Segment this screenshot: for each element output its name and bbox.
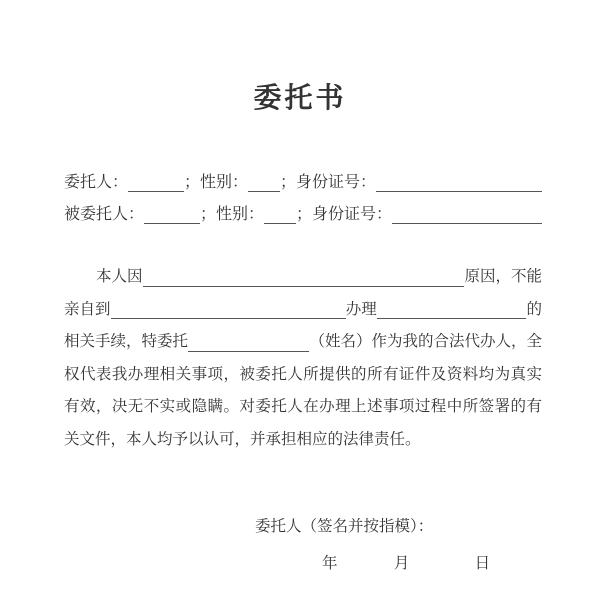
paragraph-indent [64, 261, 96, 294]
blank-field [144, 199, 200, 224]
text-segment: 原因，不能 [464, 268, 542, 285]
text-segment: ；性别： [200, 206, 265, 223]
blank-field [376, 167, 542, 192]
blank-field [264, 199, 296, 224]
document-line [64, 167, 542, 199]
text-segment: 的 [526, 300, 542, 318]
document-line [64, 261, 542, 294]
text-segment: （姓名）作为我的合法代办人，全 [309, 333, 542, 351]
document-line: 关文件，本人均予以认可，并承担相应的法律责任。 [64, 430, 421, 448]
text-segment: 委托人： [64, 174, 129, 191]
date-day-label: 日 [474, 555, 491, 572]
text-segment: 本人因 [96, 268, 143, 285]
date-year-label: 年 [322, 555, 338, 572]
blank-field [248, 167, 280, 192]
date-line [322, 551, 490, 573]
blank-field [377, 294, 527, 320]
document-line: 权代表我办理相关事项，被委托人所提供的所有证件及资料均为真实 [64, 365, 542, 383]
text-segment: 亲自到 [64, 300, 111, 318]
text-segment: ；性别： [184, 174, 249, 191]
document-title: 委托书 [253, 82, 347, 113]
document-line [64, 199, 542, 231]
date-month-label: 月 [393, 555, 410, 572]
document-line [64, 326, 542, 359]
text-segment: 相关手续，特委托 [64, 333, 189, 351]
text-segment: 办理 [345, 300, 377, 318]
blank-field [143, 261, 465, 287]
document-line [64, 294, 542, 327]
blank-field [392, 199, 542, 224]
text-segment: ；身份证号： [296, 206, 393, 223]
document-line: 有效，决无不实或隐瞒。对委托人在办理上述事项过程中所签署的有 [64, 398, 542, 416]
blank-field [188, 326, 309, 352]
party-info-lines [64, 167, 542, 231]
text-segment: ；身份证号： [280, 174, 377, 191]
text-segment: 被委托人： [64, 206, 145, 223]
signature-label: 委托人（签名并按指模）： [255, 518, 434, 535]
blank-field [111, 294, 346, 320]
blank-field [128, 167, 184, 192]
body-paragraph [64, 261, 542, 457]
